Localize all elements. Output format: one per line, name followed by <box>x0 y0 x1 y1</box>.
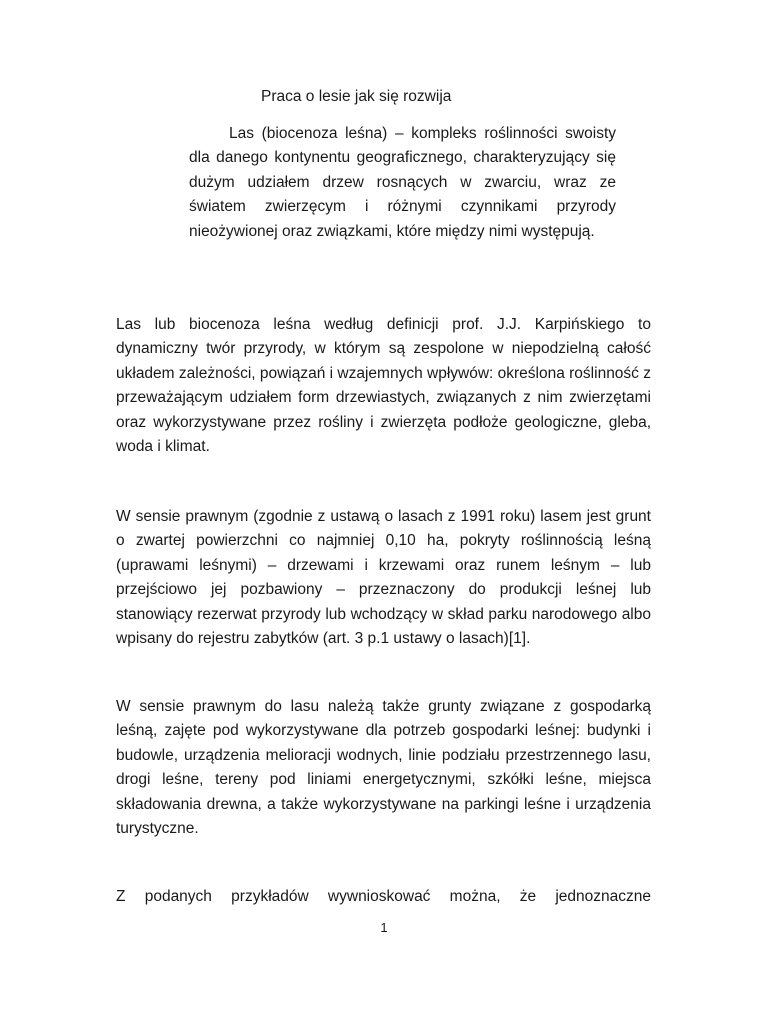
page-number: 1 <box>380 920 388 935</box>
paragraph-2: W sensie prawnym (zgodnie z ustawą o lasach z 1991 roku) lasem jest grunt o zwartej powierzchni co najmniej 0,10 ha, pokryty roślinnością leśną (uprawami leśnymi) – drzewami i krzewami oraz runem leśnym – lub przejściowo jej pozbawiony – przeznaczony do produkcji leśnej lub stanowiący rezerwat przyrody lub wchodzący w skład parku narodowego albo wpisany do rejestru zabytków (art. 3 p.1 ustawy o lasach)[1]. <box>116 508 651 648</box>
paragraph-1: Las lub biocenoza leśna według definicji prof. J.J. Karpińskiego to dynamiczny twór przyrody, w którym są zespolone w niepodzielną całość układem zależności, powiązań i wzajemnych wpływów: określona roślinność z przeważającym udziałem form drzewiastych, związanych z nim zwierzętami oraz wykorzystywane przez rośliny i zwierzęta podłoże geologiczne, gleba, woda i klimat. <box>116 316 651 456</box>
paragraph-4: Z podanych przykładów wywnioskować można, że jednoznaczne <box>116 888 651 905</box>
intro-quote: Las (biocenoza leśna) – kompleks roślinności swoisty dla danego kontynentu geograficznego, charakteryzujący się dużym udziałem drzew rosnących w zwarciu, wraz ze światem zwierzęcym i różnymi czynnikami przyrody nieożywionej oraz związkami, które między nimi występują. <box>189 125 616 240</box>
paragraph-3: W sensie prawnym do lasu należą także grunty związane z gospodarką leśną, zajęte pod wykorzystywane dla potrzeb gospodarki leśnej: budynki i budowle, urządzenia melioracji wodnych, linie podziału przestrzennego lasu, drogi leśne, tereny pod liniami energetycznymi, szkółki leśne, miejsca składowania drewna, a także wykorzystywane na parkingi leśne i urządzenia turystyczne. <box>116 698 651 838</box>
document-title: Praca o lesie jak się rozwija <box>261 88 452 105</box>
